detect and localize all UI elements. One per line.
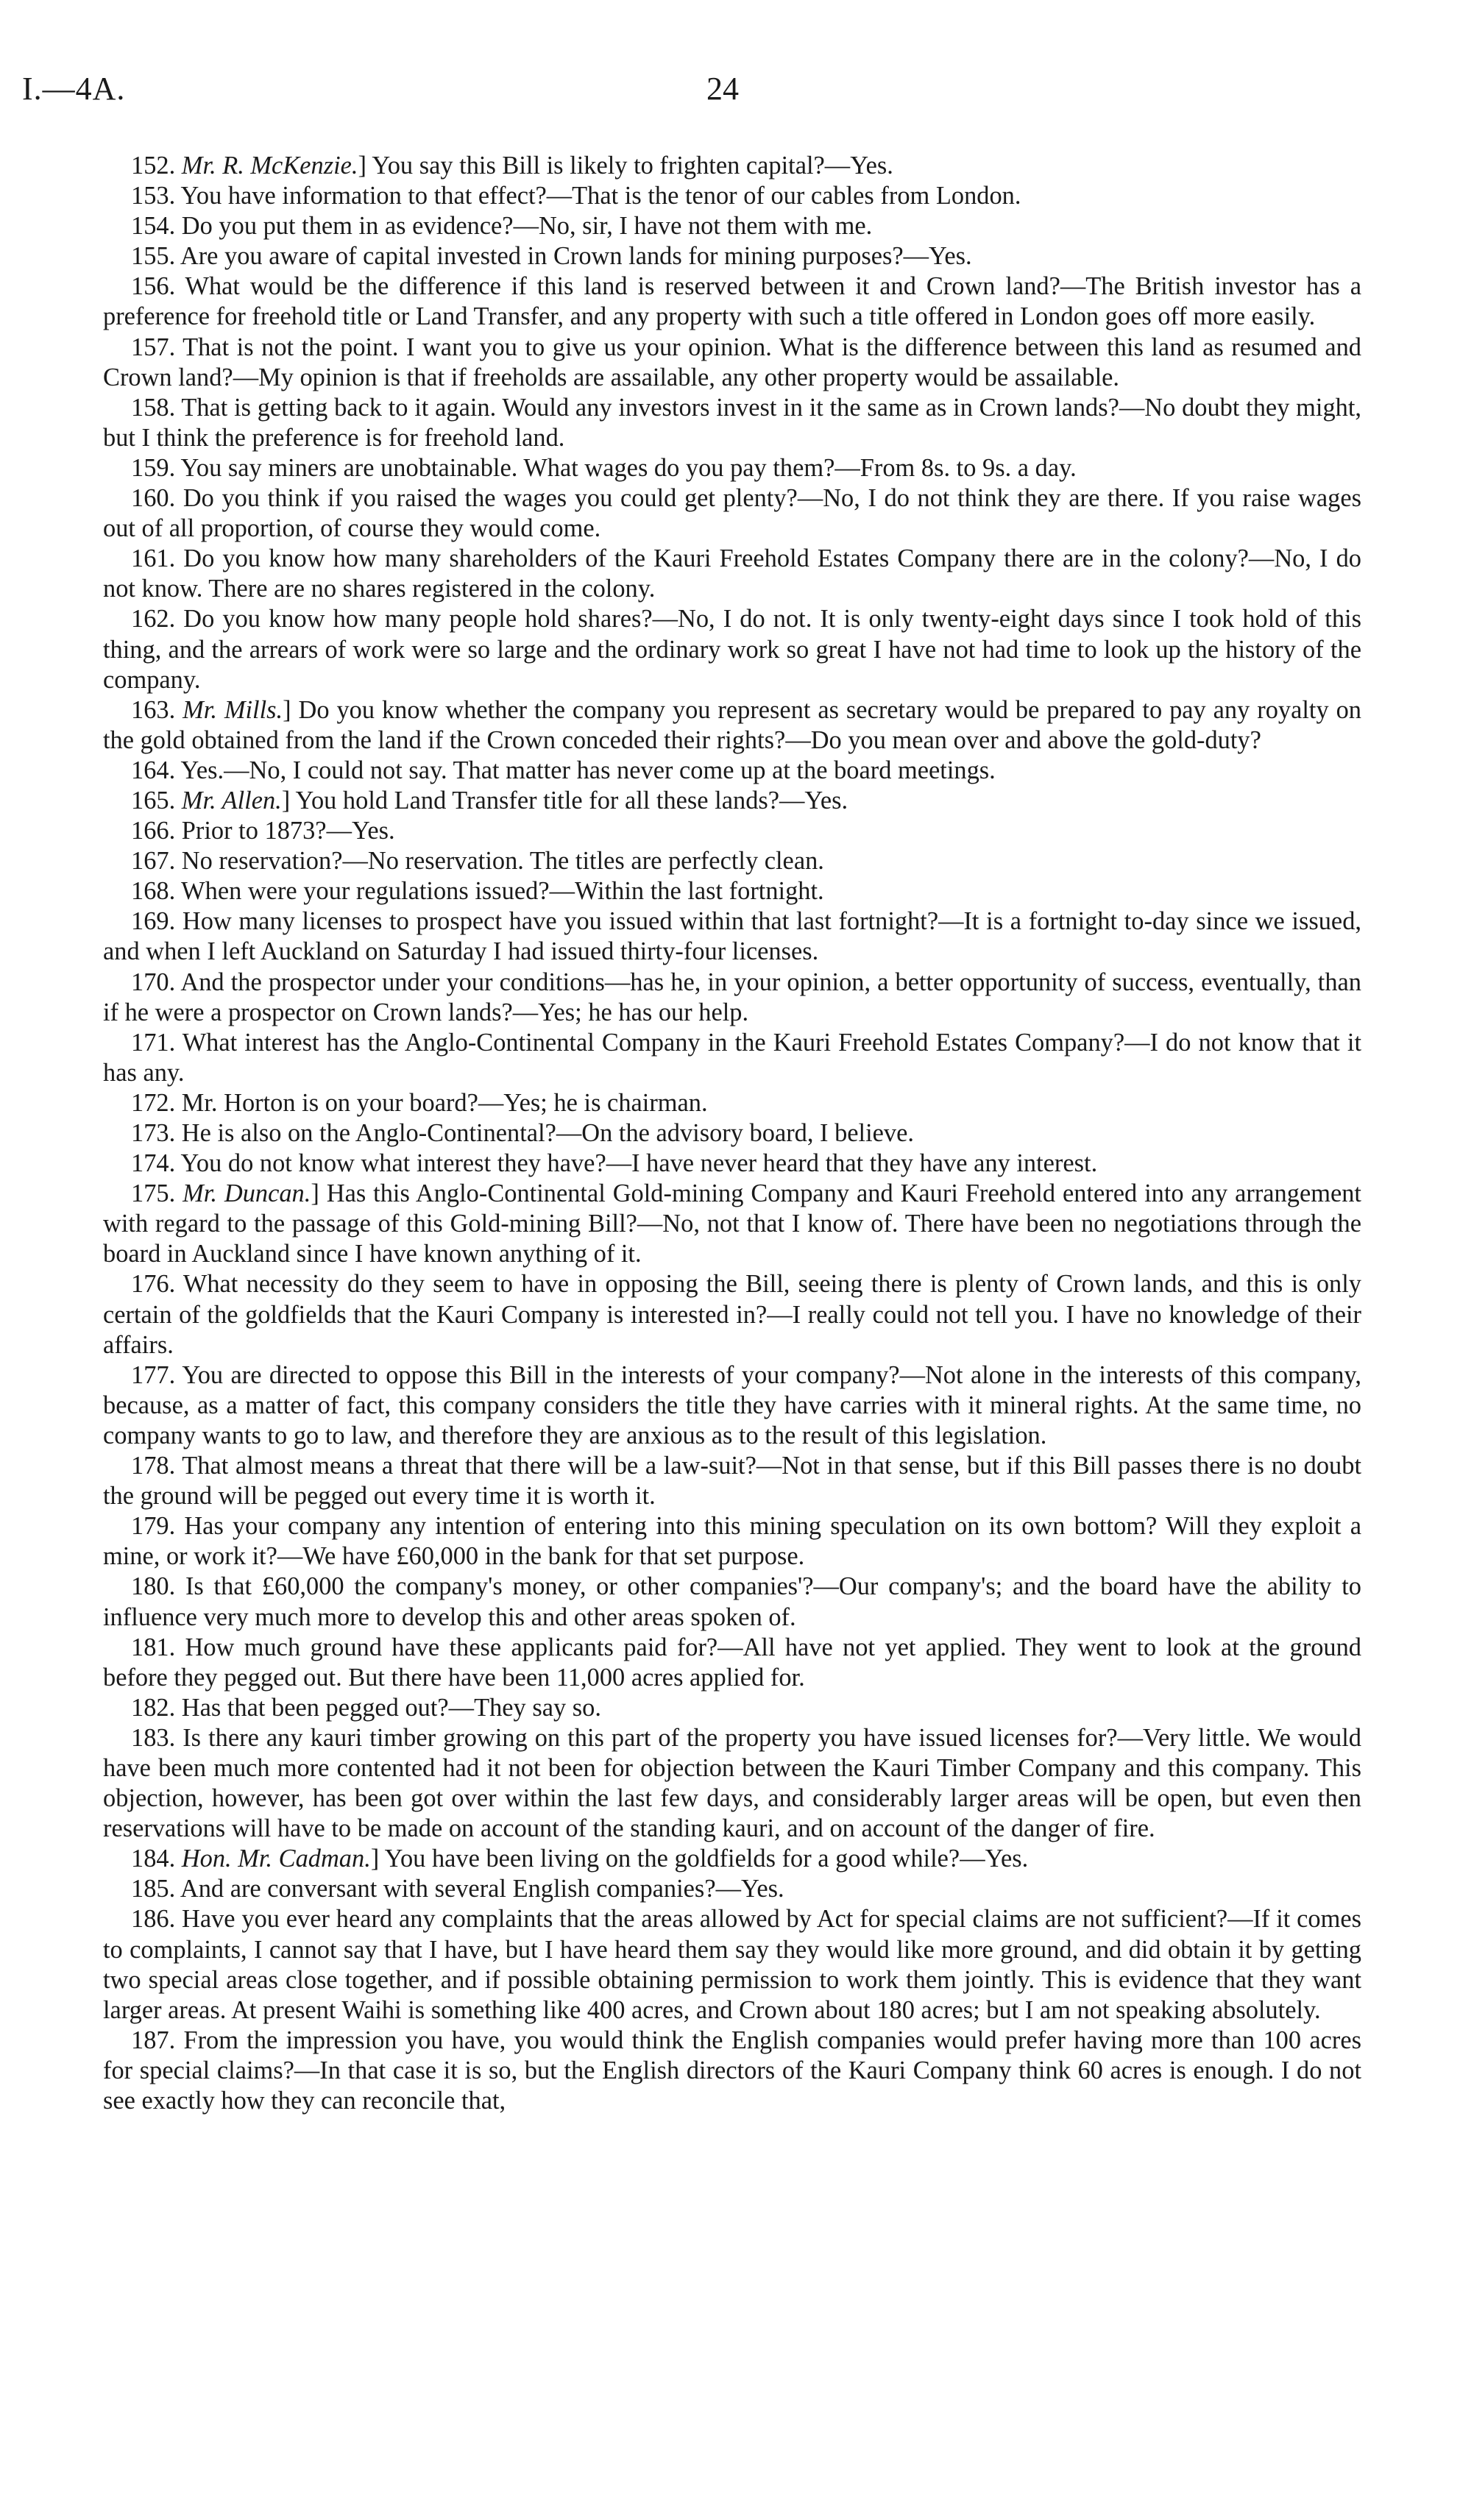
question-answer-text: Mr. Horton is on your board?—Yes; he is chairman.: [181, 1088, 708, 1117]
evidence-paragraph: [103, 816, 1361, 846]
question-answer-text: Do you put them in as evidence?—No, sir, I have not them with me.: [181, 212, 873, 241]
question-answer-text: And the prospector under your conditions—has he, in your opinion, a better opportunity of success, eventually, than if he were a prospector on Crown lands?—Yes; he has our help.: [103, 968, 1361, 1026]
evidence-paragraph: [103, 1269, 1361, 1360]
evidence-paragraph: [103, 968, 1361, 1028]
evidence-text: [103, 151, 1361, 2116]
question-answer-text: From the impression you have, you would think the English companies would prefer having more than 100 acres for special claims?—In that case it is so, but the English directors of the Kauri Company think 60 acres is enough. I do not see exactly how they can reconcile that,: [103, 2026, 1361, 2115]
question-answer-text: You say miners are unobtainable. What wages do you pay them?—From 8s. to 9s. a day.: [180, 453, 1077, 482]
question-number: 161.: [131, 544, 176, 573]
question-number: 158.: [131, 393, 176, 422]
question-answer-text: What would be the difference if this land is reserved between it and Crown land?—The British investor has a preference for freehold title or Land Transfer, and any property with such a title offered in London goes off more easily.: [103, 272, 1361, 331]
evidence-paragraph: [103, 1028, 1361, 1088]
question-answer-text: Do you know how many people hold shares?—No, I do not. It is only twenty-eight days since I took hold of this thing, and the arrears of work were so large and the ordinary work so great I have not had time to look up the history of the company.: [103, 605, 1361, 694]
question-number: 176.: [131, 1270, 176, 1299]
question-answer-text: Do you think if you raised the wages you could get plenty?—No, I do not think they are there. If you raise wages out of all proportion, of course they would come.: [103, 484, 1361, 543]
page-header: [22, 70, 1361, 114]
evidence-paragraph: [103, 1723, 1361, 1844]
evidence-paragraph: [103, 846, 1361, 876]
question-number: 173.: [131, 1119, 176, 1147]
question-answer-text: How much ground have these applicants paid for?—All have not yet applied. They went to look at the ground before they pegged out. But there have been 11,000 acres applied for.: [103, 1633, 1361, 1692]
question-answer-text: Have you ever heard any complaints that the areas allowed by Act for special claims are not sufficient?—If it comes to complaints, I cannot say that I have, but I have heard them say they would like more ground, and did obtain it by getting two special areas close together, and if possible obtaining permission to work them jointly. This is evidence that they want larger areas. At present Waihi is something like 400 acres, and Crown about 180 acres; but I am not speaking absolutely.: [103, 1905, 1361, 2024]
question-answer-text: You do not know what interest they have?—I have never heard that they have any interest.: [180, 1149, 1098, 1178]
question-number: 167.: [131, 847, 176, 876]
question-number: 168.: [131, 877, 176, 906]
question-answer-text: Do you know whether the company you represent as secretary would be prepared to pay any royalty on the gold obtained from the land if the Crown conceded their rights?—Do you mean over and above the gold-duty?: [103, 695, 1361, 754]
question-number: 170.: [131, 968, 176, 996]
question-number: 175.: [131, 1179, 176, 1208]
evidence-paragraph: 163. Mr. Mills.] Do you know whether the company you represent as secretary would be prepared to pay any royalty on the gold obtained from the land if the Crown conceded their rights?—Do you mean over and above the gold-duty?: [103, 695, 1361, 754]
evidence-paragraph: [103, 271, 1361, 332]
question-answer-text: Prior to 1873?—Yes.: [181, 817, 395, 845]
evidence-paragraph: [103, 1451, 1361, 1511]
question-number: 172.: [131, 1088, 176, 1117]
question-answer-text: No reservation?—No reservation. The titles are perfectly clean.: [181, 847, 824, 876]
question-number: 154.: [131, 212, 176, 241]
evidence-paragraph: [103, 1874, 1361, 1904]
evidence-paragraph: [103, 544, 1361, 604]
question-answer-text: Has this Anglo-Continental Gold-mining Company and Kauri Freehold entered into any arrangement with regard to the passage of this Gold-mining Bill?—No, not that I know of. There have been no negotiations through the board in Auckland since I have known anything of it.: [103, 1179, 1361, 1268]
question-number: 181.: [131, 1633, 176, 1661]
question-answer-text: And are conversant with several English companies?—Yes.: [180, 1875, 784, 1903]
evidence-paragraph: [103, 1693, 1361, 1723]
evidence-paragraph: [103, 2026, 1361, 2116]
evidence-paragraph: [103, 756, 1361, 786]
question-answer-text: You say this Bill is likely to frighten capital?—Yes.: [372, 152, 893, 180]
question-number: 183.: [131, 1723, 176, 1752]
evidence-paragraph: [103, 211, 1361, 241]
evidence-paragraph: [103, 1633, 1361, 1693]
evidence-paragraph: [103, 393, 1361, 453]
question-number: 186.: [131, 1905, 176, 1934]
page-number: 24: [706, 71, 739, 107]
speaker-name: Mr. R. McKenzie.: [181, 152, 358, 180]
question-answer-text: Do you know how many shareholders of the Kauri Freehold Estates Company there are in the colony?—No, I do not know. There are no shares registered in the colony.: [103, 544, 1361, 603]
evidence-paragraph: [103, 1360, 1361, 1451]
evidence-paragraph: [103, 483, 1361, 544]
question-number: 177.: [131, 1360, 176, 1389]
question-number: 178.: [131, 1452, 176, 1480]
evidence-paragraph: [103, 1118, 1361, 1149]
question-number: 160.: [131, 484, 176, 513]
speaker-name: Mr. Allen.: [181, 786, 282, 814]
evidence-paragraph: 184. Hon. Mr. Cadman.] You have been living on the goldfields for a good while?—Yes.: [131, 1845, 1029, 1873]
question-number: 157.: [131, 333, 176, 361]
question-number: 187.: [131, 2026, 176, 2054]
question-number: 162.: [131, 605, 176, 633]
evidence-paragraph: 175. Mr. Duncan.] Has this Anglo-Continental Gold-mining Company and Kauri Freehold entered into any arrangement with regard to the passage of this Gold-mining Bill?—No, not that I know of. There have been no negotiations through the board in Auckland since I have known anything of it.: [103, 1179, 1361, 1268]
question-number: 165.: [131, 786, 176, 814]
evidence-paragraph: [103, 604, 1361, 695]
question-answer-text: Is that £60,000 the company's money, or other companies'?—Our company's; and the board have the ability to influence very much more to develop this and other areas spoken of.: [103, 1572, 1361, 1631]
question-answer-text: That is getting back to it again. Would any investors invest in it the same as in Crown lands?—No doubt they might, but I think the preference is for freehold land.: [103, 393, 1361, 452]
question-answer-text: What interest has the Anglo-Continental Company in the Kauri Freehold Estates Company?—I do not know that it has any.: [103, 1028, 1361, 1087]
question-answer-text: That is not the point. I want you to give us your opinion. What is the difference between this land as resumed and Crown land?—My opinion is that if freeholds are assailable, any other property would be assailable.: [103, 333, 1361, 391]
question-number: 163.: [131, 695, 176, 724]
question-answer-text: Yes.—No, I could not say. That matter has never come up at the board meetings.: [180, 756, 996, 784]
speaker-name: Hon. Mr. Cadman.: [181, 1845, 371, 1873]
question-number: 159.: [131, 453, 176, 482]
question-number: 174.: [131, 1149, 176, 1178]
evidence-paragraph: [103, 241, 1361, 271]
document-reference: I.—4A.: [22, 71, 126, 107]
question-number: 153.: [131, 182, 176, 210]
question-number: 179.: [131, 1512, 176, 1541]
evidence-paragraph: [103, 876, 1361, 906]
evidence-paragraph: [103, 906, 1361, 967]
evidence-paragraph: [103, 1149, 1361, 1179]
question-answer-text: How many licenses to prospect have you issued within that last fortnight?—It is a fortnight to-day since we issued, and when I left Auckland on Saturday I had issued thirty-four licenses.: [103, 907, 1361, 966]
evidence-paragraph: [103, 1511, 1361, 1572]
question-answer-text: You are directed to oppose this Bill in the interests of your company?—Not alone in the interests of this company, because, as a matter of fact, this company considers the title they have carries with it mineral rights. At the same time, no company wants to go to law, and therefore they are anxious as to the result of this legislation.: [103, 1360, 1361, 1449]
question-answer-text: He is also on the Anglo-Continental?—On the advisory board, I believe.: [181, 1119, 914, 1147]
question-answer-text: Are you aware of capital invested in Crown lands for mining purposes?—Yes.: [180, 242, 972, 271]
speaker-name: Mr. Duncan.: [182, 1179, 311, 1208]
question-answer-text: You have been living on the goldfields for a good while?—Yes.: [384, 1845, 1029, 1873]
question-number: 184.: [131, 1845, 176, 1873]
question-number: 169.: [131, 907, 176, 936]
question-number: 155.: [131, 242, 176, 271]
question-number: 164.: [131, 756, 176, 784]
question-answer-text: When were your regulations issued?—Within the last fortnight.: [181, 877, 824, 906]
evidence-paragraph: 165. Mr. Allen.] You hold Land Transfer title for all these lands?—Yes.: [131, 786, 848, 814]
evidence-paragraph: [103, 453, 1361, 483]
question-answer-text: What necessity do they seem to have in opposing the Bill, seeing there is plenty of Crown lands, and this is only certain of the goldfields that the Kauri Company is interested in?—I really could not tell you. I have no knowledge of their affairs.: [103, 1270, 1361, 1359]
question-number: 156.: [131, 272, 176, 301]
evidence-paragraph: [103, 1904, 1361, 2025]
question-answer-text: Has that been pegged out?—They say so.: [181, 1693, 601, 1722]
question-answer-text: Is there any kauri timber growing on this part of the property you have issued licenses for?—Very little. We would have been much more contented had it not been for objection between the Kauri Timber Company and this company. This objection, however, has been got over within the last few days, and considerably larger areas will be open, but even then reservations will have to be made on account of the standing kauri, and on account of the danger of fire.: [103, 1723, 1361, 1843]
question-number: 152.: [131, 152, 176, 180]
question-number: 182.: [131, 1693, 176, 1722]
evidence-paragraph: [103, 181, 1361, 211]
question-number: 185.: [131, 1875, 176, 1903]
question-answer-text: You hold Land Transfer title for all these lands?—Yes.: [295, 786, 848, 814]
question-answer-text: You have information to that effect?—That is the tenor of our cables from London.: [180, 182, 1021, 210]
evidence-paragraph: [103, 1088, 1361, 1118]
speaker-name: Mr. Mills.: [182, 695, 283, 724]
evidence-paragraph: [103, 1572, 1361, 1632]
question-number: 166.: [131, 817, 176, 845]
evidence-paragraph: [103, 333, 1361, 393]
question-answer-text: Has your company any intention of entering into this mining speculation on its own bottom? Will they exploit a mine, or work it?—We have £60,000 in the bank for that set purpose.: [103, 1512, 1361, 1571]
question-number: 171.: [131, 1028, 176, 1057]
question-number: 180.: [131, 1572, 176, 1601]
evidence-paragraph: 152. Mr. R. McKenzie.] You say this Bill is likely to frighten capital?—Yes.: [131, 152, 893, 180]
question-answer-text: That almost means a threat that there will be a law-suit?—Not in that sense, but if this Bill passes there is no doubt the ground will be pegged out every time it is worth it.: [103, 1452, 1362, 1511]
